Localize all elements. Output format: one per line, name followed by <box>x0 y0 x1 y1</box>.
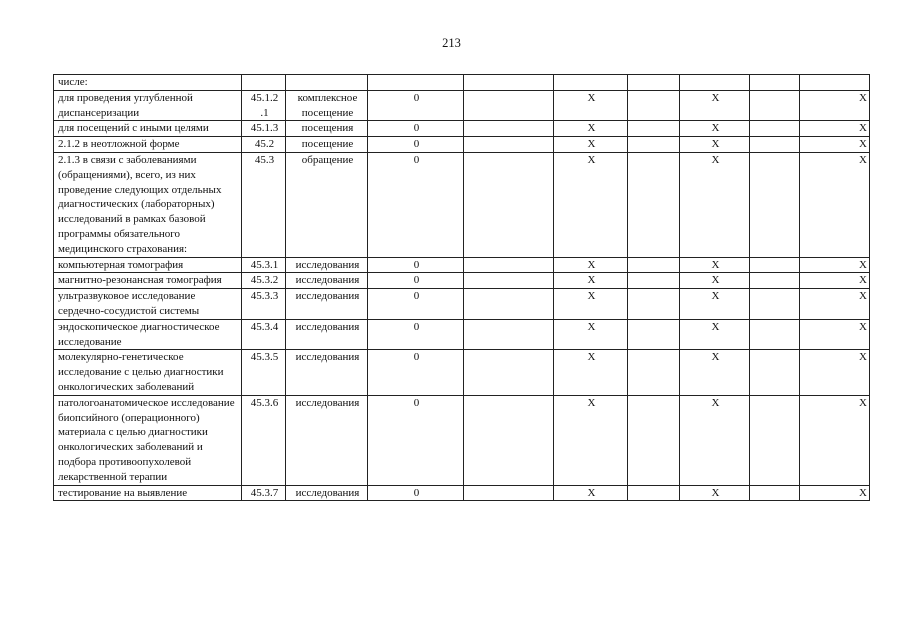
row-empty-cell <box>750 75 800 91</box>
row-value: 0 <box>368 350 464 395</box>
row-empty-cell <box>628 485 680 501</box>
row-empty-cell <box>628 350 680 395</box>
row-mark: X <box>554 289 628 320</box>
row-mark: X <box>800 257 870 273</box>
row-mark: X <box>680 257 750 273</box>
row-empty-cell <box>750 257 800 273</box>
row-unit: исследования <box>286 350 368 395</box>
row-mark: X <box>800 90 870 121</box>
row-unit: исследования <box>286 257 368 273</box>
row-value: 0 <box>368 121 464 137</box>
table-row <box>54 90 870 121</box>
row-empty-cell <box>464 273 554 289</box>
row-value: 0 <box>368 485 464 501</box>
row-code <box>242 75 286 91</box>
row-mark: X <box>554 137 628 153</box>
table-body <box>54 75 870 501</box>
table-row <box>54 350 870 395</box>
row-empty-cell <box>464 485 554 501</box>
table-row <box>54 319 870 350</box>
row-mark: X <box>554 485 628 501</box>
row-empty-cell <box>464 121 554 137</box>
row-empty-cell <box>628 121 680 137</box>
row-mark: X <box>554 319 628 350</box>
row-value: 0 <box>368 289 464 320</box>
row-mark: X <box>680 319 750 350</box>
row-value: 0 <box>368 152 464 257</box>
row-value: 0 <box>368 319 464 350</box>
row-unit: исследования <box>286 485 368 501</box>
row-empty-cell <box>464 289 554 320</box>
row-empty-cell <box>628 289 680 320</box>
row-code: 45.3 <box>242 152 286 257</box>
row-mark: X <box>800 350 870 395</box>
table-row <box>54 121 870 137</box>
row-name: магнитно-резонансная томография <box>54 273 242 289</box>
table-row <box>54 137 870 153</box>
row-mark: X <box>554 121 628 137</box>
row-unit: исследования <box>286 289 368 320</box>
row-name: для проведения углубленной диспансеризации <box>54 90 242 121</box>
row-value: 0 <box>368 137 464 153</box>
row-mark: X <box>800 121 870 137</box>
row-empty-cell <box>750 273 800 289</box>
row-code: 45.1.3 <box>242 121 286 137</box>
row-empty-cell <box>750 350 800 395</box>
row-empty-cell <box>628 152 680 257</box>
row-mark: X <box>554 273 628 289</box>
row-name: числе: <box>54 75 242 91</box>
row-value: 0 <box>368 257 464 273</box>
row-value <box>368 75 464 91</box>
row-empty-cell <box>750 395 800 485</box>
row-empty-cell <box>750 121 800 137</box>
row-mark: X <box>554 90 628 121</box>
row-code: 45.3.6 <box>242 395 286 485</box>
row-empty-cell <box>628 137 680 153</box>
data-table <box>53 74 870 501</box>
table-row <box>54 257 870 273</box>
row-name: тестирование на выявление <box>54 485 242 501</box>
row-unit: исследования <box>286 273 368 289</box>
row-empty-cell <box>464 137 554 153</box>
row-empty-cell <box>628 273 680 289</box>
row-unit: обращение <box>286 152 368 257</box>
row-name: патологоанатомическое исследование биопсийного (операционного) материала с целью диагностики онкологических заболеваний и подбора противоопухолевой лекарственной терапии <box>54 395 242 485</box>
row-name: 2.1.3 в связи с заболеваниями (обращениями), всего, из них проведение следующих отдельных диагностических (лабораторных) исследований в рамках базовой программы обязательного медицинского страхования: <box>54 152 242 257</box>
row-mark: X <box>800 485 870 501</box>
row-unit: комплексное посещение <box>286 90 368 121</box>
row-name: эндоскопическое диагностическое исследование <box>54 319 242 350</box>
row-value: 0 <box>368 273 464 289</box>
row-mark: X <box>680 289 750 320</box>
row-mark: X <box>800 137 870 153</box>
table-row <box>54 289 870 320</box>
row-mark: X <box>800 395 870 485</box>
row-mark <box>554 75 628 91</box>
table-row <box>54 273 870 289</box>
row-name: для посещений с иными целями <box>54 121 242 137</box>
row-mark: X <box>800 273 870 289</box>
row-mark: X <box>800 289 870 320</box>
row-code: 45.3.4 <box>242 319 286 350</box>
row-empty-cell <box>464 350 554 395</box>
row-code: 45.3.2 <box>242 273 286 289</box>
row-mark: X <box>554 395 628 485</box>
row-code: 45.1.2 .1 <box>242 90 286 121</box>
row-empty-cell <box>628 257 680 273</box>
row-empty-cell <box>628 90 680 121</box>
row-code: 45.2 <box>242 137 286 153</box>
row-mark: X <box>554 257 628 273</box>
table-row <box>54 395 870 485</box>
row-empty-cell <box>750 485 800 501</box>
row-mark: X <box>680 121 750 137</box>
row-empty-cell <box>464 75 554 91</box>
table-row <box>54 152 870 257</box>
row-name: 2.1.2 в неотложной форме <box>54 137 242 153</box>
row-unit <box>286 75 368 91</box>
row-name: компьютерная томография <box>54 257 242 273</box>
row-mark: X <box>554 152 628 257</box>
row-name: молекулярно-генетическое исследование с целью диагностики онкологических заболеваний <box>54 350 242 395</box>
row-empty-cell <box>750 152 800 257</box>
row-mark <box>680 75 750 91</box>
row-unit: исследования <box>286 319 368 350</box>
row-empty-cell <box>628 75 680 91</box>
row-empty-cell <box>750 319 800 350</box>
row-empty-cell <box>464 319 554 350</box>
row-empty-cell <box>628 395 680 485</box>
row-mark: X <box>680 485 750 501</box>
row-mark: X <box>680 350 750 395</box>
row-code: 45.3.5 <box>242 350 286 395</box>
row-unit: посещение <box>286 137 368 153</box>
row-value: 0 <box>368 395 464 485</box>
row-mark: X <box>800 152 870 257</box>
row-code: 45.3.7 <box>242 485 286 501</box>
row-empty-cell <box>750 137 800 153</box>
row-code: 45.3.3 <box>242 289 286 320</box>
row-empty-cell <box>750 90 800 121</box>
row-name: ультразвуковое исследование сердечно-сосудистой системы <box>54 289 242 320</box>
row-empty-cell <box>464 257 554 273</box>
row-mark: X <box>680 395 750 485</box>
row-empty-cell <box>628 319 680 350</box>
row-mark: X <box>680 137 750 153</box>
row-empty-cell <box>464 90 554 121</box>
row-mark: X <box>800 319 870 350</box>
row-mark: X <box>680 152 750 257</box>
row-empty-cell <box>750 289 800 320</box>
row-empty-cell <box>464 395 554 485</box>
row-mark: X <box>680 90 750 121</box>
row-unit: исследования <box>286 395 368 485</box>
table-row <box>54 485 870 501</box>
row-mark: X <box>554 350 628 395</box>
page-number: 213 <box>442 36 461 50</box>
table-row <box>54 75 870 91</box>
row-mark <box>800 75 870 91</box>
row-unit: посещения <box>286 121 368 137</box>
row-mark: X <box>680 273 750 289</box>
row-empty-cell <box>464 152 554 257</box>
row-code: 45.3.1 <box>242 257 286 273</box>
row-value: 0 <box>368 90 464 121</box>
